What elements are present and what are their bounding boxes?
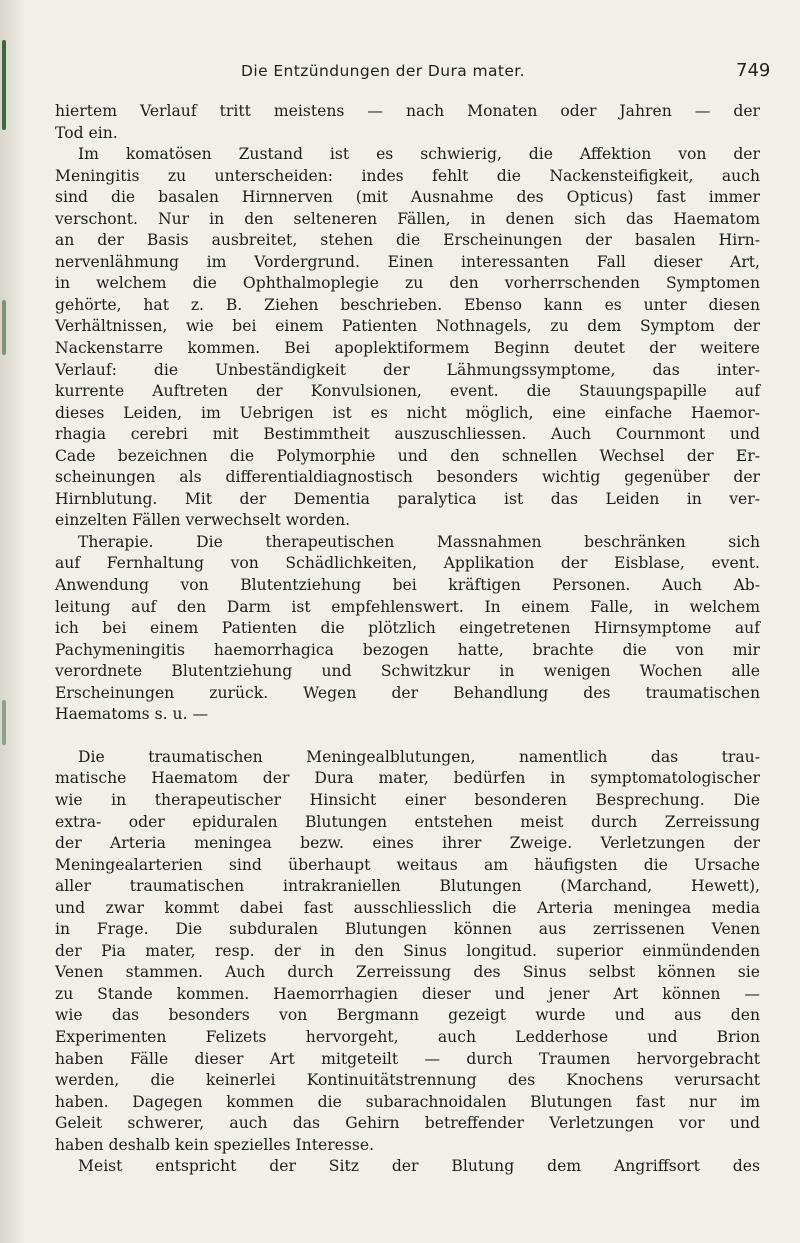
text-line: Meningealarterien sind überhaupt weitaus am häufigsten die Ursache: [55, 855, 760, 874]
text-line: Tod ein.: [55, 123, 118, 142]
text-line: der Arteria meningea bezw. eines ihrer Zweige. Verletzungen der: [55, 834, 760, 853]
body-text: [55, 101, 760, 1178]
running-head: [0, 62, 800, 86]
text-line: Hirnblutung. Mit der Dementia paralytica ist das Leiden in ver-: [55, 489, 760, 508]
text-line: ich bei einem Patienten die plötzlich eingetretenen Hirnsymptome auf: [55, 619, 760, 638]
text-line: auf Fernhaltung von Schädlichkeiten, Applikation der Eisblase, event.: [55, 554, 760, 573]
text-line: Pachymeningitis haemorrhagica bezogen hatte, brachte die von mir: [55, 640, 760, 659]
text-line: Die traumatischen Meningealblutungen, namentlich das trau-: [78, 747, 760, 766]
text-line: Erscheinungen zurück. Wegen der Behandlung des traumatischen: [55, 683, 760, 702]
text-line: aller traumatischen intrakraniellen Blutungen (Marchand, Hewett),: [55, 877, 760, 896]
text-line: Verlauf: die Unbeständigkeit der Lähmungssymptome, das inter-: [55, 360, 760, 379]
text-line: der Pia mater, resp. der in den Sinus longitud. superior einmündenden: [55, 941, 760, 960]
text-line: Anwendung von Blutentziehung bei kräftigen Personen. Auch Ab-: [55, 576, 760, 595]
text-line: dieses Leiden, im Uebrigen ist es nicht möglich, eine einfache Haemor-: [55, 403, 760, 422]
text-line: Cade bezeichnen die Polymorphie und den schnellen Wechsel der Er-: [55, 446, 760, 465]
text-line: einzelten Fällen verwechselt worden.: [55, 511, 351, 530]
text-line: Meningitis zu unterscheiden: indes fehlt die Nackensteifigkeit, auch: [55, 166, 760, 185]
text-line: werden, die keinerlei Kontinuitätstrennung des Knochens verursacht: [55, 1071, 760, 1090]
text-line: in Frage. Die subduralen Blutungen können aus zerrissenen Venen: [55, 920, 760, 939]
binding-stain: [2, 700, 6, 745]
text-line: an der Basis ausbreitet, stehen die Erscheinungen der basalen Hirn-: [55, 231, 760, 250]
paragraph-gap: [55, 726, 760, 747]
text-line: Verhältnissen, wie bei einem Patienten Nothnagels, zu dem Symptom der: [55, 317, 760, 336]
text-line: hiertem Verlauf tritt meistens — nach Monaten oder Jahren — der: [55, 102, 760, 120]
page-header-title: Die Entzündungen der Dura mater.: [241, 62, 525, 80]
text-line: haben. Dagegen kommen die subarachnoidalen Blutungen fast nur im: [55, 1092, 760, 1111]
text-line: Meist entspricht der Sitz der Blutung dem Angriffsort des: [78, 1157, 760, 1176]
text-line: sind die basalen Hirnnerven (mit Ausnahme des Opticus) fast immer: [55, 188, 760, 207]
text-line: in welchem die Ophthalmoplegie zu den vorherrschenden Symptomen: [55, 274, 760, 293]
text-line: matische Haematom der Dura mater, bedürfen in symptomatologischer: [55, 769, 760, 788]
text-line: kurrente Auftreten der Konvulsionen, event. die Stauungspapille auf: [55, 382, 760, 401]
text-line: Nackenstarre kommen. Bei apoplektiformem Beginn deutet der weitere: [55, 339, 760, 358]
text-line: zu Stande kommen. Haemorrhagien dieser und jener Art können —: [55, 984, 760, 1003]
text-line: gehörte, hat z. B. Ziehen beschrieben. Ebenso kann es unter diesen: [55, 295, 760, 314]
text-line: leitung auf den Darm ist empfehlenswert. In einem Falle, in welchem: [55, 597, 760, 616]
text-line: und zwar kommt dabei fast ausschliesslich die Arteria meningea media: [55, 898, 760, 917]
text-line: verordnete Blutentziehung und Schwitzkur in wenigen Wochen alle: [55, 662, 760, 681]
page-binding-edge: [0, 0, 26, 1243]
text-line: Experimenten Felizets hervorgeht, auch Ledderhose und Brion: [55, 1027, 760, 1046]
text-line: haben Fälle dieser Art mitgeteilt — durch Traumen hervorgebracht: [55, 1049, 760, 1068]
text-line: Therapie. Die therapeutischen Massnahmen beschränken sich: [78, 532, 760, 551]
text-line: Venen stammen. Auch durch Zerreissung des Sinus selbst können sie: [55, 963, 760, 982]
text-line: Haematoms s. u. —: [55, 705, 209, 724]
binding-stain: [2, 300, 6, 355]
text-line: Geleit schwerer, auch das Gehirn betreffender Verletzungen vor und: [55, 1114, 760, 1133]
text-line: extra- oder epiduralen Blutungen entstehen meist durch Zerreissung: [55, 812, 760, 831]
text-line: wie das besonders von Bergmann gezeigt wurde und aus den: [55, 1006, 760, 1025]
text-line: wie in therapeutischer Hinsicht einer besonderen Besprechung. Die: [55, 790, 760, 809]
text-line: Im komatösen Zustand ist es schwierig, die Affektion von der: [78, 145, 760, 164]
text-line: verschont. Nur in den selteneren Fällen, in denen sich das Haematom: [55, 209, 760, 228]
text-line: nervenlähmung im Vordergrund. Einen interessanten Fall dieser Art,: [55, 252, 760, 271]
text-line: rhagia cerebri mit Bestimmtheit auszuschliessen. Auch Cournmont und: [55, 425, 760, 444]
text-line: haben deshalb kein spezielles Interesse.: [55, 1135, 375, 1154]
page-number: 749: [736, 60, 771, 81]
text-line: scheinungen als differentialdiagnostisch besonders wichtig gegenüber der: [55, 468, 760, 487]
